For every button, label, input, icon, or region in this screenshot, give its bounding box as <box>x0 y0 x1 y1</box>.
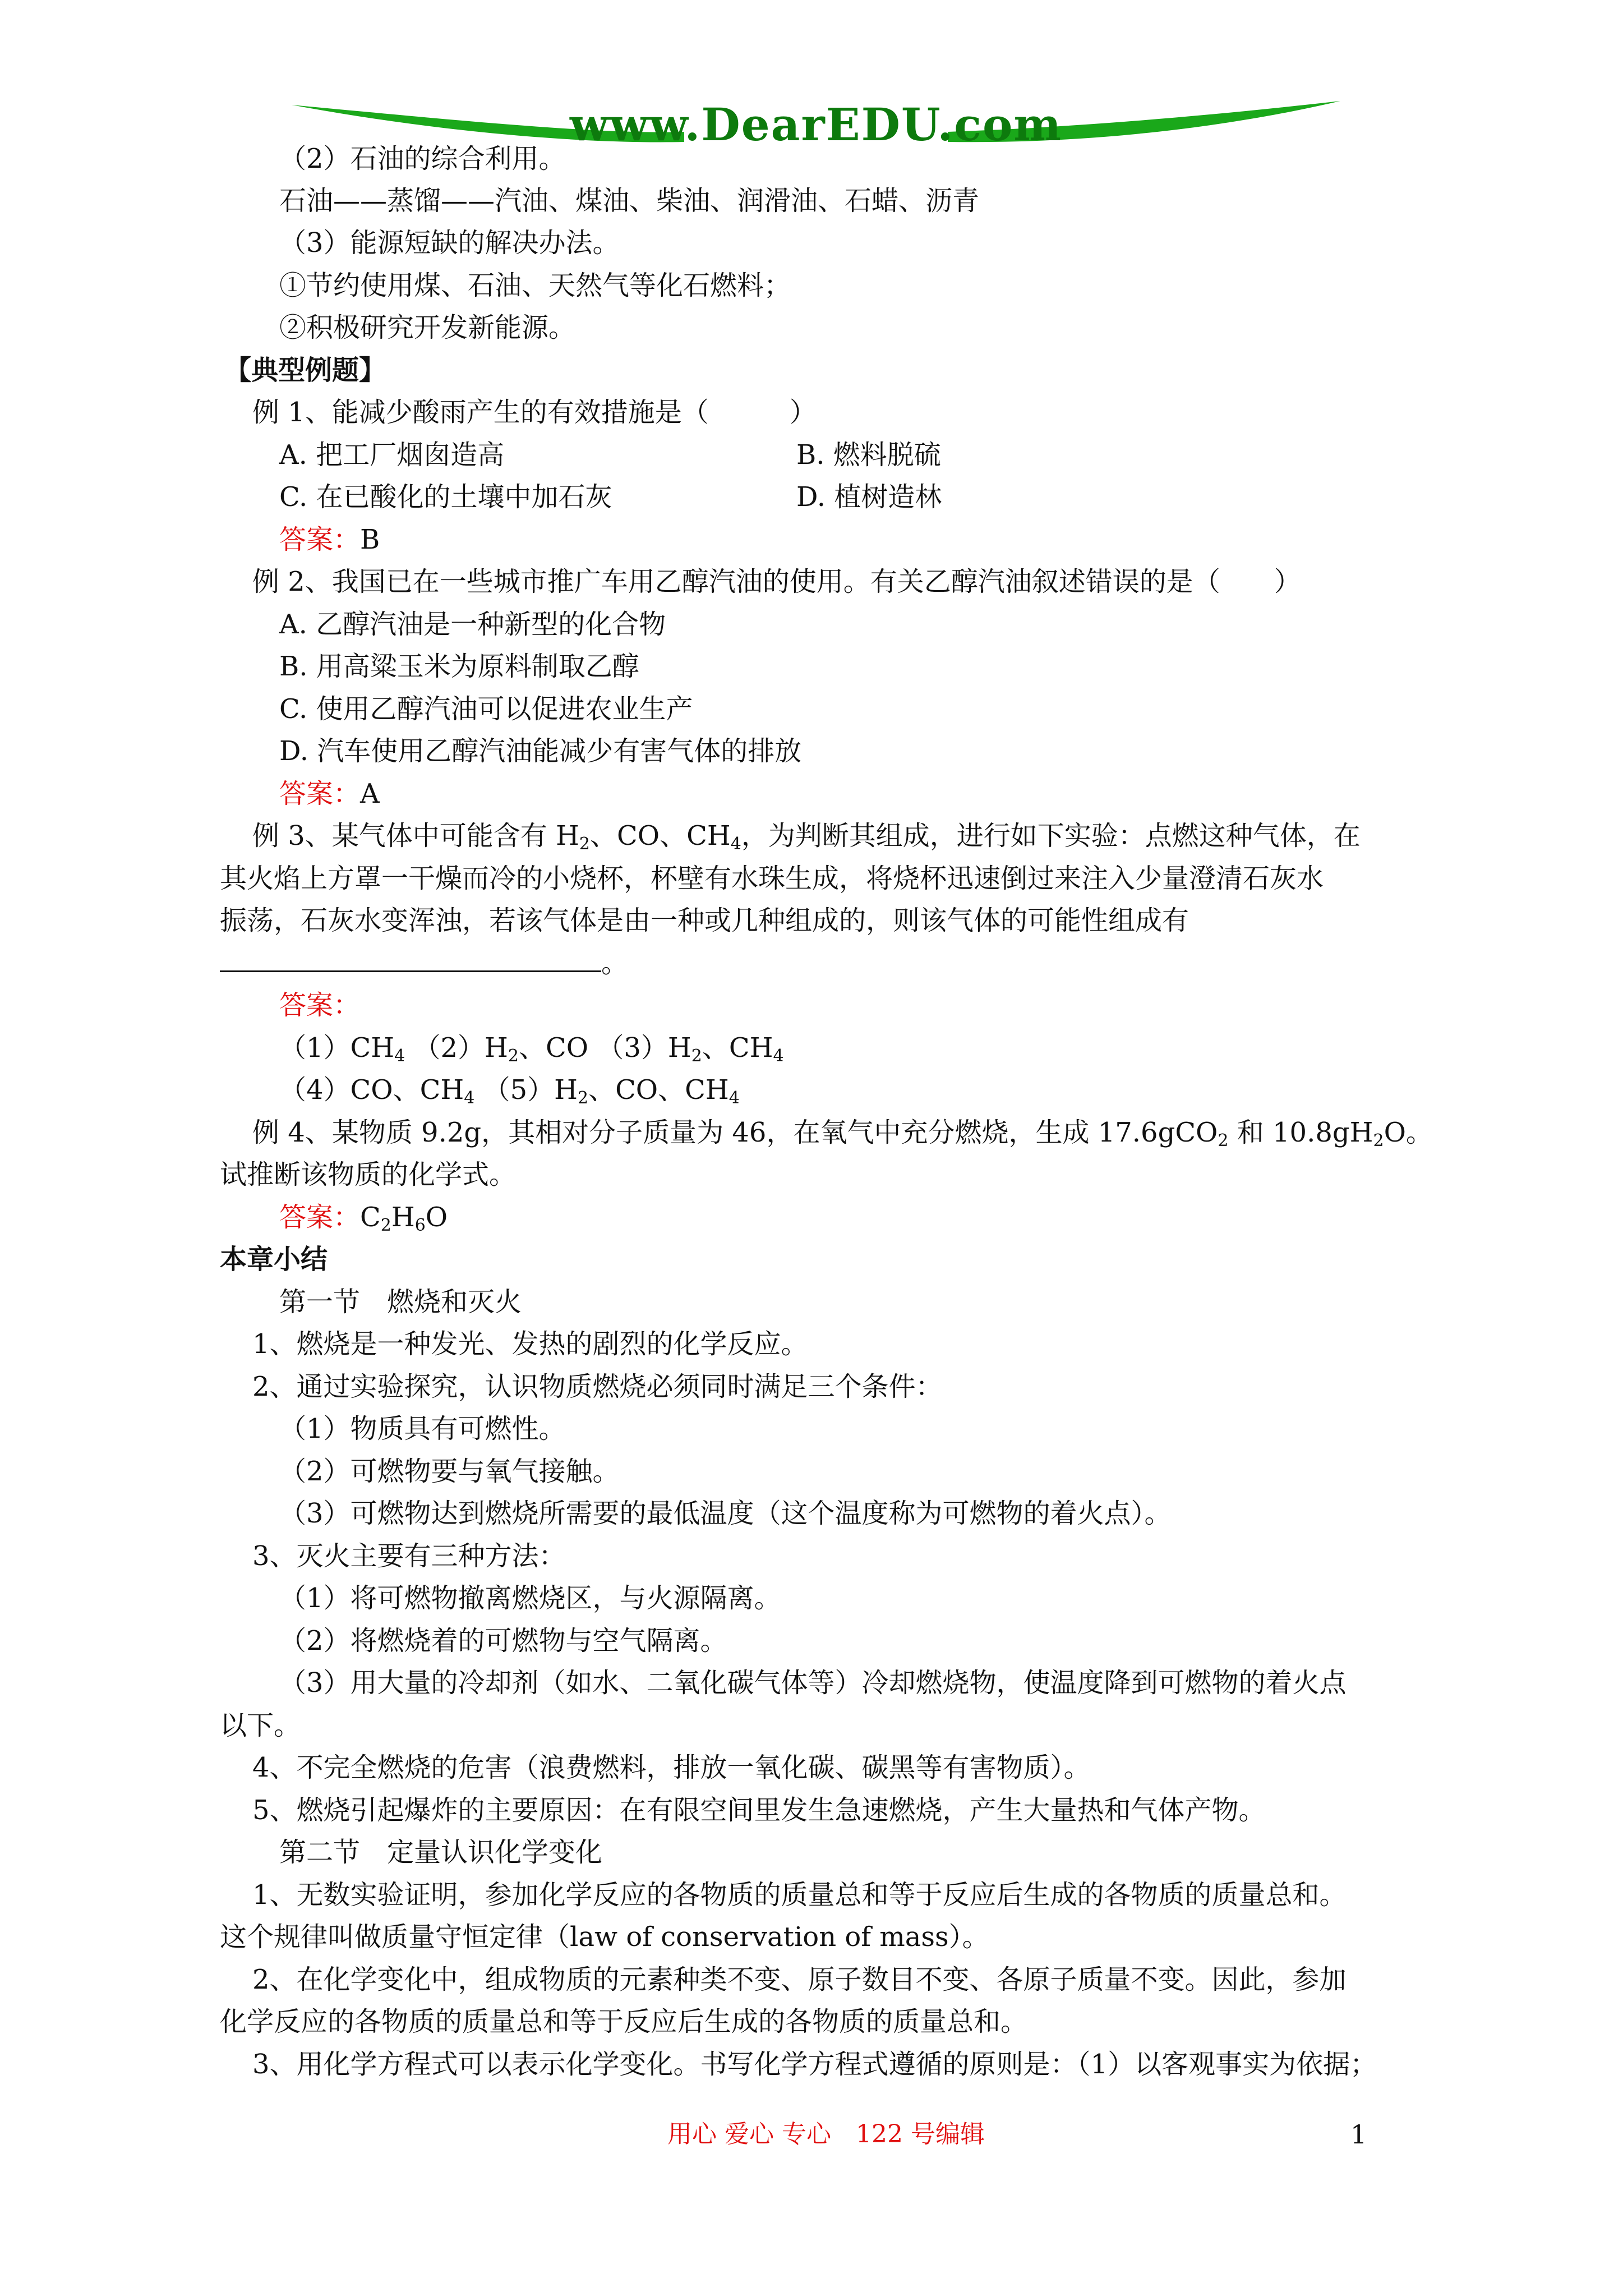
question-text: 其火焰上方罩一干燥而冷的小烧杯，杯壁有水珠生成，将烧杯迅速倒过来注入少量澄清石灰水 <box>220 863 1324 894</box>
answer-value: A <box>360 778 380 809</box>
page-footer <box>0 2115 1623 2154</box>
text-line: 3、灭火主要有三种方法： <box>252 1540 566 1572</box>
question-text: 例 2、我国已在一些城市推广车用乙醇汽油的使用。有关乙醇汽油叙述错误的是（ ） <box>252 566 1301 597</box>
subscript: 2 <box>380 1216 391 1235</box>
option-b: B. 燃料脱硫 <box>796 439 941 471</box>
answer-line <box>279 520 380 559</box>
page-number: 1 <box>1350 2119 1367 2150</box>
answer-label: 答案： <box>279 778 361 809</box>
text-span: 、CO （3）H <box>519 1032 691 1064</box>
text-span: 、CH <box>702 1032 773 1064</box>
subscript: 6 <box>414 1216 426 1235</box>
subscript: 4 <box>394 1046 405 1066</box>
text-line: （1）将可燃物撤离燃烧区，与火源隔离。 <box>279 1582 781 1614</box>
text-line: ①节约使用煤、石油、天然气等化石燃料； <box>279 270 791 301</box>
text-span: （5）H <box>483 1074 578 1106</box>
question-text <box>252 1113 1433 1152</box>
text-line: 5、燃烧引起爆炸的主要原因：在有限空间里发生急速燃烧，产生大量热和气体产物。 <box>252 1795 1266 1826</box>
answer-options <box>279 1028 784 1068</box>
text-line: 1、燃烧是一种发光、发热的剧烈的化学反应。 <box>252 1328 808 1360</box>
subscript: 4 <box>728 1088 740 1108</box>
answer-line <box>279 1198 448 1237</box>
fill-in-blank <box>220 944 601 972</box>
answer-blank-line <box>220 944 628 983</box>
answer-line <box>279 774 380 813</box>
text-span: ，为判断其组成，进行如下实验：点燃这种气体，在 <box>741 820 1361 852</box>
text-line: （1）物质具有可燃性。 <box>279 1413 566 1444</box>
text-span: 、CO、CH <box>590 820 731 852</box>
text-line: 3、用化学方程式可以表示化学变化。书写化学方程式遵循的原则是：（1）以客观事实为依据； <box>252 2049 1377 2080</box>
text-line: 这个规律叫做质量守恒定律（law of conservation of mass）。 <box>220 1921 989 1953</box>
text-span: 例 3、某气体中可能含有 H <box>252 820 579 852</box>
option-c: C. 使用乙醇汽油可以促进农业生产 <box>279 693 693 725</box>
text-line: （2）石油的综合利用。 <box>279 143 566 174</box>
text-line: （3）能源短缺的解决办法。 <box>279 227 620 259</box>
subscript: 2 <box>508 1046 519 1066</box>
text-line: （2）可燃物要与氧气接触。 <box>279 1456 620 1487</box>
question-text: 试推断该物质的化学式。 <box>220 1159 517 1190</box>
subscript: 2 <box>1218 1131 1229 1151</box>
text-line: （3）用大量的冷却剂（如水、二氧化碳气体等）冷却燃烧物，使温度降到可燃物的着火点 <box>279 1667 1347 1699</box>
text-line: 1、无数实验证明，参加化学反应的各物质的质量总和等于反应后生成的各物质的质量总和。 <box>252 1879 1347 1911</box>
site-header-text: www.DearEDU.com <box>569 98 1062 151</box>
subscript: 4 <box>464 1088 475 1108</box>
subscript: 2 <box>1373 1131 1384 1151</box>
text-span: （1）CH <box>279 1032 395 1064</box>
text-line: ②积极研究开发新能源。 <box>279 312 576 343</box>
answer-label: 答案： <box>279 524 361 555</box>
answer-label: 答案： <box>279 990 361 1021</box>
section-heading: 【典型例题】 <box>224 355 386 386</box>
subsection-heading: 第二节 定量认识化学变化 <box>279 1837 603 1868</box>
text-span: O <box>425 1202 448 1233</box>
subscript: 4 <box>773 1046 784 1066</box>
text-span: C <box>360 1202 381 1233</box>
option-c: C. 在已酸化的土壤中加石灰 <box>279 481 612 513</box>
subscript: 4 <box>730 834 741 854</box>
answer-line <box>279 986 360 1025</box>
option-b: B. 用高粱玉米为原料制取乙醇 <box>279 651 639 682</box>
text-line: 2、在化学变化中，组成物质的元素种类不变、原子数目不变、各原子质量不变。因此，参加 <box>252 1964 1347 1995</box>
option-d: D. 汽车使用乙醇汽油能减少有害气体的排放 <box>279 735 802 767</box>
text-line: 2、通过实验探究，认识物质燃烧必须同时满足三个条件： <box>252 1371 943 1402</box>
answer-value: B <box>360 524 380 555</box>
text-span: 例 4、某物质 9.2g，其相对分子质量为 46，在氧气中充分燃烧，生成 17.6gCO <box>252 1117 1218 1148</box>
text-span: O。 <box>1384 1117 1433 1148</box>
option-d: D. 植树造林 <box>796 481 942 513</box>
text-line: 石油——蒸馏——汽油、煤油、柴油、润滑油、石蜡、沥青 <box>279 185 980 217</box>
question-text: 例 1、能减少酸雨产生的有效措施是（ ） <box>252 397 817 428</box>
text-span: 。 <box>601 947 629 979</box>
question-text <box>252 816 1361 855</box>
text-span: 和 10.8gH <box>1228 1117 1373 1148</box>
text-line: 化学反应的各物质的质量总和等于反应后生成的各物质的质量总和。 <box>220 2006 1028 2037</box>
subscript: 2 <box>577 1088 589 1108</box>
section-heading: 本章小结 <box>220 1244 328 1275</box>
option-a: A. 乙醇汽油是一种新型的化合物 <box>279 609 666 640</box>
text-line: 以下。 <box>220 1710 301 1741</box>
footer-note: 用心 爱心 专心 122 号编辑 <box>667 2120 985 2148</box>
subsection-heading: 第一节 燃烧和灭火 <box>279 1286 522 1318</box>
text-line: （3）可燃物达到燃烧所需要的最低温度（这个温度称为可燃物的着火点）。 <box>279 1498 1172 1529</box>
text-span: （2）H <box>413 1032 508 1064</box>
text-line: 4、不完全燃烧的危害（浪费燃料，排放一氧化碳、碳黑等有害物质）。 <box>252 1752 1091 1783</box>
text-span: （4）CO、CH <box>279 1074 464 1106</box>
option-a: A. 把工厂烟囱造高 <box>279 439 505 471</box>
text-line: （2）将燃烧着的可燃物与空气隔离。 <box>279 1625 727 1657</box>
text-span: 、CO、CH <box>588 1074 729 1106</box>
text-span: H <box>391 1202 415 1233</box>
answer-label: 答案： <box>279 1202 361 1233</box>
subscript: 2 <box>579 834 591 854</box>
subscript: 2 <box>691 1046 702 1066</box>
answer-options <box>279 1070 740 1110</box>
question-text: 振荡，石灰水变浑浊，若该气体是由一种或几种组成的，则该气体的可能性组成有 <box>220 905 1189 936</box>
